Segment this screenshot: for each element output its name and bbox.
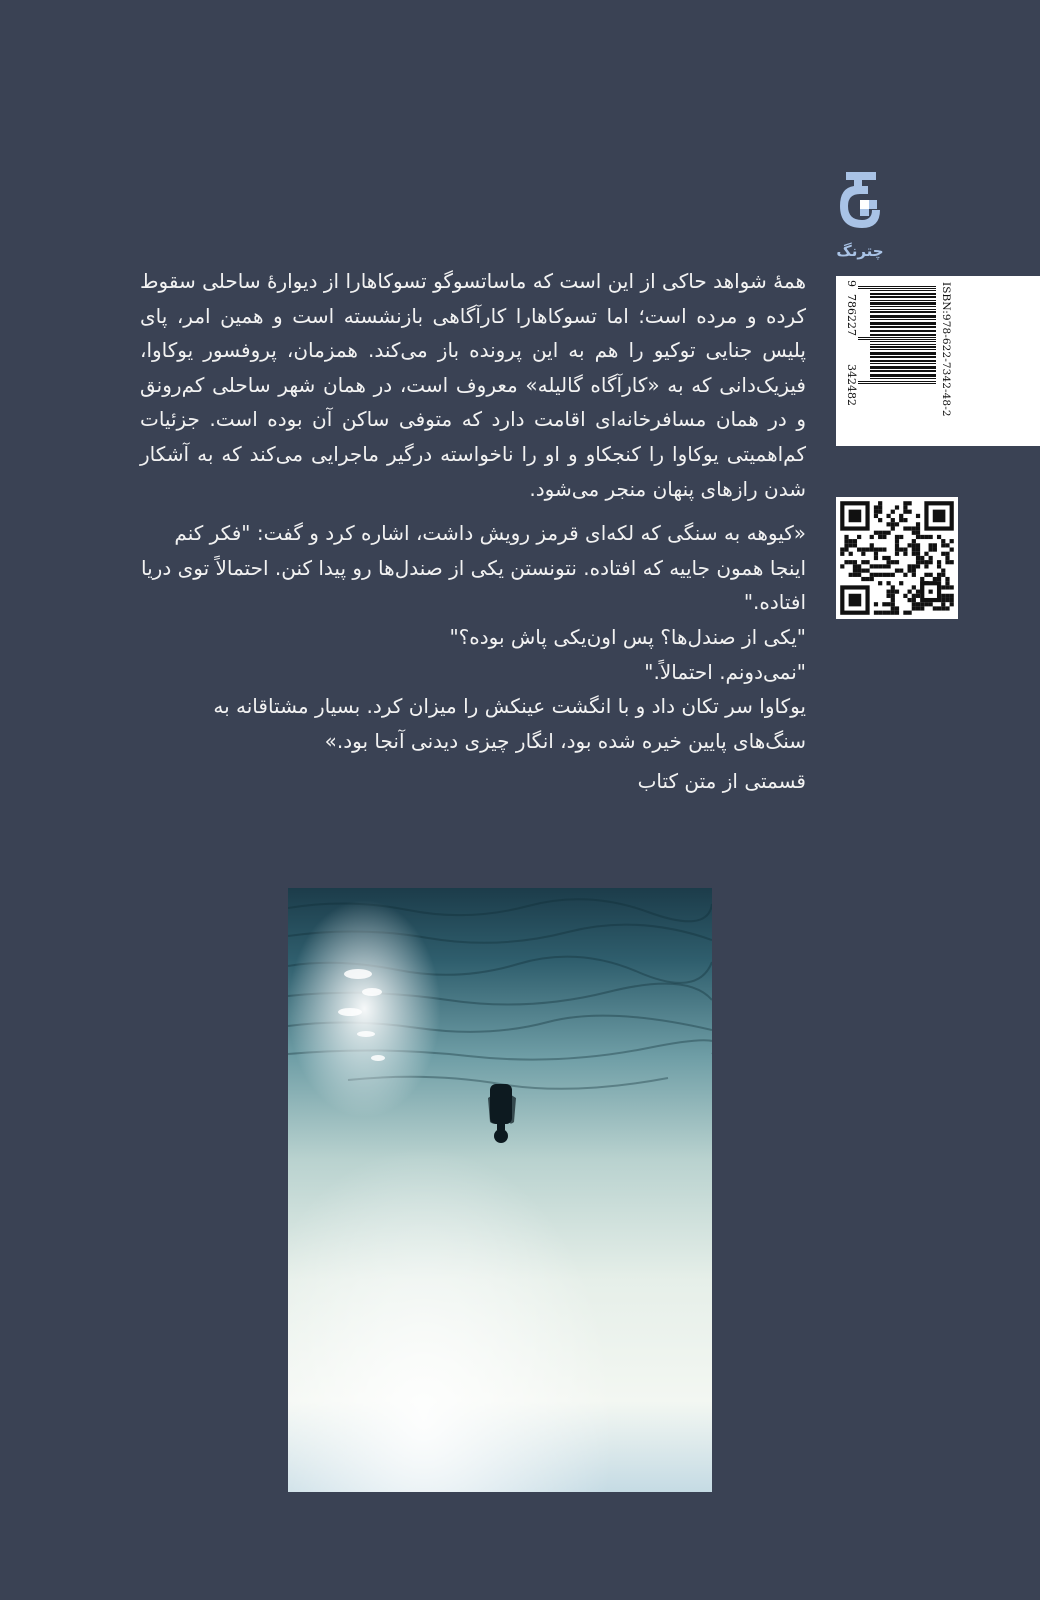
barcode-bar <box>870 352 936 355</box>
barcode-bar <box>870 356 936 358</box>
qr-code-icon <box>836 497 958 619</box>
cover-photo <box>288 888 712 1492</box>
barcode-digits-right: 342482 <box>845 364 858 406</box>
barcode-bar <box>870 374 936 377</box>
barcode-digit-first: 9 <box>845 280 858 287</box>
synopsis-paragraph: همهٔ شواهد حاکی از این است که ماساتسوگو تسوکاهارا از دیوارهٔ ساحلی سقوط کرده و مرده است؛ اما تسوکاهارا کارآگاهی بازنشسته است و همین امر، پای پلیس جنایی توکیو را هم به این پرونده باز می‌کند. همزمان، پروفسور یوکاوا، فیزیک‌دانی که به «کارآگاه گالیله» معروف است، در همان شهر ساحلی کم‌رونق و در همان مسافرخانه‌ای اقامت دارد که متوفی ساکن آن بوده است. جزئیات کم‌اهمیتی یوکاوا را کنجکاو و او را ناخواسته درگیر ماجرایی می‌کند که به آشکار شدن رازهای پنهان منجر می‌شود. <box>140 269 806 501</box>
barcode-digits <box>844 282 858 432</box>
inverted-figure-water-photo <box>288 888 712 1492</box>
barcode-bar <box>870 346 936 348</box>
barcode-bar <box>858 383 936 384</box>
barcode-bar <box>870 360 936 362</box>
barcode-bar <box>870 306 936 307</box>
barcode-bar <box>870 319 936 320</box>
barcode-bar <box>858 288 936 289</box>
barcode-bar <box>870 302 936 305</box>
isbn-label: ISBN:978-622-7342-48-2 <box>940 282 952 417</box>
publisher-name: چترنگ <box>836 242 884 260</box>
barcode-bars-icon <box>858 282 936 432</box>
barcode-bar <box>870 311 936 313</box>
qr-code[interactable] <box>836 497 958 619</box>
barcode-bar <box>858 286 936 287</box>
excerpt-source: قسمتی از متن کتاب <box>637 769 806 794</box>
barcode-bar <box>858 339 936 340</box>
barcode-bar <box>870 378 936 379</box>
barcode-bar <box>870 326 936 328</box>
excerpt-line: "نمی‌دونم. احتمالاً." <box>644 659 806 684</box>
barcode-bar <box>870 293 936 295</box>
barcode-bar <box>870 322 936 325</box>
barcode-bar <box>858 337 936 338</box>
publisher-logo <box>832 166 888 266</box>
barcode-bar <box>870 315 936 318</box>
barcode-bar <box>870 363 936 364</box>
barcode-bar <box>870 370 936 372</box>
barcode-bar <box>870 296 936 298</box>
barcode-bar <box>858 381 936 382</box>
barcode-bar <box>870 344 936 345</box>
barcode-digits-left: 786227 <box>845 294 858 336</box>
publisher-logo-icon <box>832 166 888 238</box>
barcode-bar <box>870 349 936 350</box>
barcode-bar <box>870 290 936 291</box>
excerpt-line: یوکاوا سر تکان داد و با انگشت عینکش را میزان کرد. بسیار مشتاقانه به سنگ‌های پایین خیره شده بود، انگار چیزی دیدنی آنجا بود.» <box>213 694 806 753</box>
barcode-bar <box>870 309 936 310</box>
excerpt-line: "یکی از صندل‌ها؟ پس اون‌یکی پاش بوده؟" <box>449 624 806 649</box>
barcode-bar <box>870 341 936 342</box>
back-cover-text <box>140 264 806 799</box>
isbn-barcode <box>836 276 1040 446</box>
barcode-bar <box>870 300 936 301</box>
barcode-bar <box>870 334 936 336</box>
barcode-bar <box>870 366 936 369</box>
barcode-bar <box>870 330 936 332</box>
excerpt-line: «کیوهه به سنگی که لکه‌ای قرمز رویش داشت، اشاره کرد و گفت: "فکر کنم اینجا همون جاییه که افتاده. نتونستن یکی از صندل‌ها رو پیدا کنن. احتمالاً توی دریا افتاده." <box>141 521 806 615</box>
